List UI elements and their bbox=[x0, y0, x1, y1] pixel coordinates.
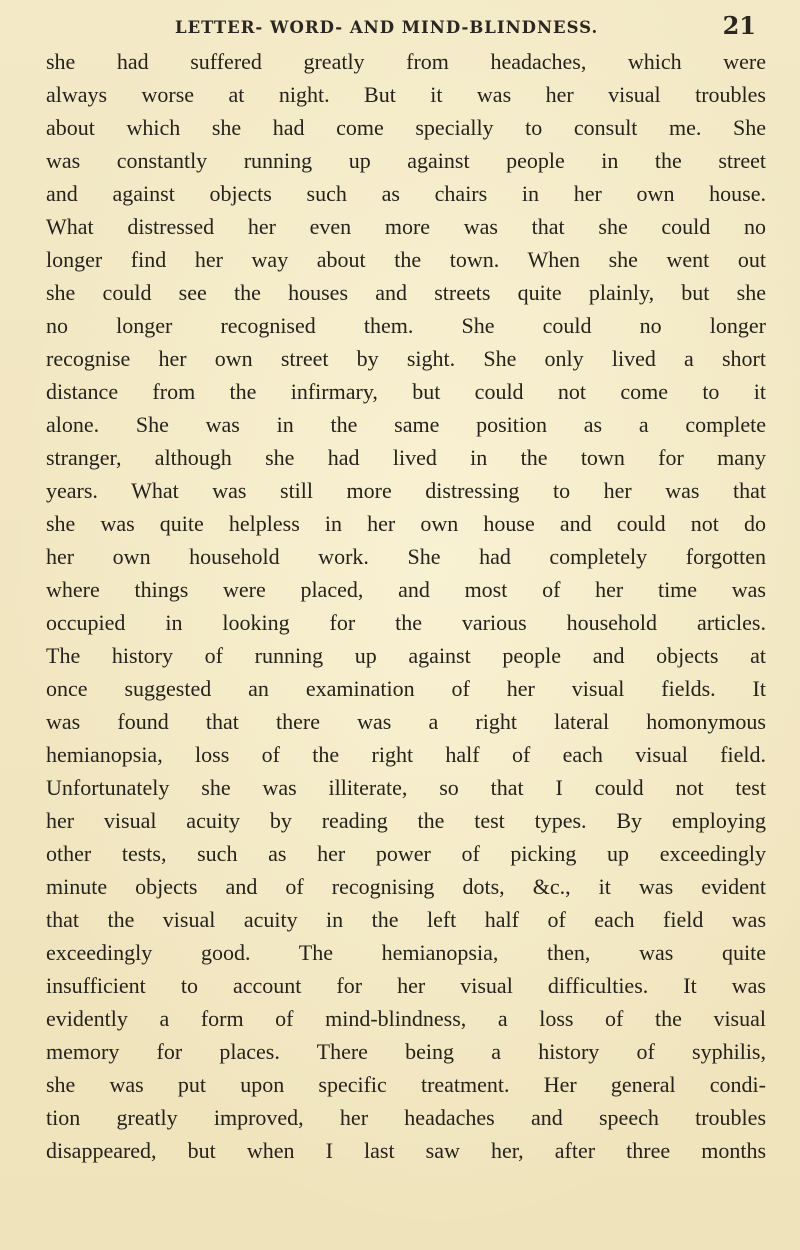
text-line: years. What was still more distressing to her was that bbox=[46, 478, 766, 503]
text-line: was found that there was a right lateral homonymous bbox=[46, 709, 766, 734]
text-line: evidently a form of mind-blindness, a loss of the visual bbox=[46, 1006, 766, 1031]
text-line: distance from the infirmary, but could not come to it bbox=[46, 379, 766, 404]
running-title: LETTER- WORD- AND MIND-BLINDNESS. bbox=[175, 18, 599, 37]
text-line: no longer recognised them. She could no longer bbox=[46, 313, 766, 338]
running-head bbox=[0, 6, 800, 46]
text-line: her own household work. She had completely forgotten bbox=[46, 544, 766, 569]
text-line: always worse at night. But it was her visual troubles bbox=[46, 82, 766, 107]
text-line: occupied in looking for the various household articles. bbox=[46, 610, 766, 635]
text-line: her visual acuity by reading the test types. By employing bbox=[46, 808, 766, 833]
text-line: and against objects such as chairs in her own house. bbox=[46, 181, 766, 206]
text-line: other tests, such as her power of picking up exceedingly bbox=[46, 841, 766, 866]
text-line: disappeared, but when I last saw her, after three months bbox=[46, 1138, 766, 1163]
page-number: 21 bbox=[722, 11, 756, 40]
text-line: hemianopsia, loss of the right half of each visual field. bbox=[46, 742, 766, 767]
text-line: recognise her own street by sight. She only lived a short bbox=[46, 346, 766, 371]
text-line: insufficient to account for her visual difficulties. It was bbox=[46, 973, 766, 998]
text-line: Unfortunately she was illiterate, so that I could not test bbox=[46, 775, 766, 800]
text-line: she had suffered greatly from headaches, which were bbox=[46, 49, 766, 74]
text-line: where things were placed, and most of her time was bbox=[46, 577, 766, 602]
text-line: alone. She was in the same position as a complete bbox=[46, 412, 766, 437]
text-line: she was quite helpless in her own house and could not do bbox=[46, 511, 766, 536]
text-line: memory for places. There being a history of syphilis, bbox=[46, 1039, 766, 1064]
text-line: The history of running up against people and objects at bbox=[46, 643, 766, 668]
text-line: tion greatly improved, her headaches and speech troubles bbox=[46, 1105, 766, 1130]
text-line: once suggested an examination of her visual fields. It bbox=[46, 676, 766, 701]
text-line: she could see the houses and streets quite plainly, but she bbox=[46, 280, 766, 305]
text-line: she was put upon specific treatment. Her general condi- bbox=[46, 1072, 766, 1097]
text-line: minute objects and of recognising dots, &c., it was evident bbox=[46, 874, 766, 899]
text-line: about which she had come specially to consult me. She bbox=[46, 115, 766, 140]
text-line: exceedingly good. The hemianopsia, then, was quite bbox=[46, 940, 766, 965]
text-line: What distressed her even more was that she could no bbox=[46, 214, 766, 239]
text-line: was constantly running up against people in the street bbox=[46, 148, 766, 173]
text-line: that the visual acuity in the left half of each field was bbox=[46, 907, 766, 932]
text-line: longer find her way about the town. When she went out bbox=[46, 247, 766, 272]
text-line: stranger, although she had lived in the town for many bbox=[46, 445, 766, 470]
